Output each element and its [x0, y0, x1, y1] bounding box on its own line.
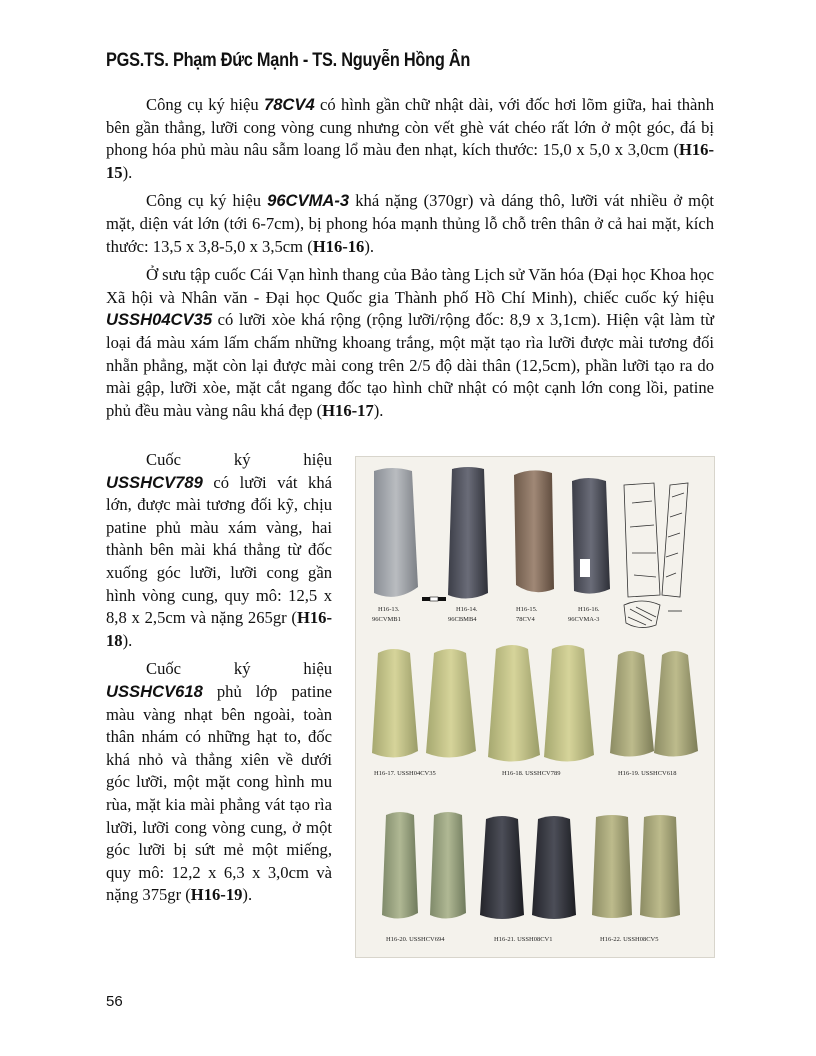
figure-ref: H16-17 — [322, 400, 374, 420]
caption-h16-16-code: 96CVMA-3 — [568, 616, 600, 623]
artifact-code: USSHCV789 — [106, 472, 203, 492]
artifact-code: 78CV4 — [263, 95, 315, 114]
paragraph-usshcv618: Cuốc ký hiệu USSHCV618 phủ lớp patine màu vàng nhạt bên ngoài, toàn thân nhám có những hạt to, đốc khá nhỏ và thẳng xiên về dưới góc lưỡi, một mặt cong hình mu rùa, mặt kia mài phẳng vát tạo rìa lưỡi, lưỡi cong vòng cung, ở một góc lưỡi bị sứt mẻ một miếng, quy mô: 12,2 x 6,3 x 3,0cm và nặng 375gr (H16-19). — [106, 659, 332, 905]
paragraph-96cvma3: Công cụ ký hiệu 96CVMA-3 khá nặng (370gr) và dáng thô, lưỡi vát nhiều ở một mặt, diện vát lớn (tới 6-7cm), bị phong hóa mạnh thủng lỗ chỗ trên thân ở cả hai mặt, kích thước: 13,5 x 3,8-5,0 x 3,5cm (H16-16). — [106, 191, 714, 256]
figure-ref: H16-16 — [312, 236, 365, 256]
main-text — [106, 94, 714, 428]
page-number: 56 — [106, 993, 123, 1010]
paragraph-78cv4: Công cụ ký hiệu 78CV4 có hình gần chữ nhật dài, với đốc hơi lõm giữa, hai thành bên gần thẳng, lưỡi cong vòng cung nhưng còn vết ghè vát chéo rất lớn ở một góc, đá bị phong hóa phủ màu nâu sẫm loang lổ màu đen nhạt, kích thước: 15,0 x 5,0 x 3,0cm (H16-15). — [106, 95, 714, 182]
caption-h16-14-label: H16-14. — [456, 606, 478, 613]
artifact-code: USSHCV618 — [106, 681, 203, 701]
artifact-h16-20-photos — [382, 812, 466, 919]
caption-h16-15-label: H16-15. — [516, 606, 538, 613]
caption-h16-20: H16-20. USSHCV694 — [386, 936, 445, 943]
caption-h16-16-label: H16-16. — [578, 606, 600, 613]
caption-h16-19: H16-19. USSHCV618 — [618, 770, 677, 777]
side-text — [106, 449, 332, 913]
artifact-h16-18-photos — [488, 645, 594, 762]
artifact-h16-16-drawing — [624, 483, 688, 628]
paragraph-usshcv789: Cuốc ký hiệu USSHCV789 có lưỡi vát khá lớn, được mài tương đối kỹ, chịu patine phủ màu xám vàng, hai thành bên mài khá thẳng từ đốc xuống góc lưỡi, lưỡi cong gần hình vòng cung, quy mô: 12,5 x 8,8 x 2,5cm và nặng 265gr (H16-18). — [106, 450, 332, 650]
caption-h16-21: H16-21. USSH08CV1 — [494, 936, 553, 943]
artifact-code: 96CVMA-3 — [267, 191, 350, 211]
caption-h16-17: H16-17. USSH04CV35 — [374, 770, 436, 777]
artifact-h16-17-photos — [372, 649, 476, 758]
artifact-h16-22-photos — [592, 815, 680, 918]
figure-ref: H16-19 — [190, 885, 243, 905]
caption-h16-13-code: 96CVMB1 — [372, 616, 401, 623]
paragraph-ussh04cv35: Ở sưu tập cuốc Cái Vạn hình thang của Bảo tàng Lịch sử Văn hóa (Đại học Khoa học Xã hội và Nhân văn - Đại học Quốc gia Thành phố Hồ Chí Minh), chiếc cuốc ký hiệu USSH04CV35 có lưỡi xòe khá rộng (rộng lưỡi/rộng đốc: 8,9 x 3,1cm). Hiện vật làm từ loại đá màu xám lấm chấm những khoang trắng, một mặt tạo rìa lưỡi được mài tương đối nhẵn phẳng, mặt còn lại được mài cong trên 2/5 độ dài thân (12,5cm), phần lưỡi tạo ra do mài gập, lưỡi xòe, mặt cắt ngang đốc tạo hình chữ nhật có một cạnh lớn cong lồi, patine phủ đều màu vàng nâu khá đẹp (H16-17). — [106, 265, 714, 420]
plate-illustration — [356, 457, 714, 957]
caption-h16-15-code: 78CV4 — [516, 616, 535, 623]
artifact-photo-plate — [355, 456, 715, 958]
artifact-h16-21-photos — [480, 816, 576, 919]
artifact-code: USSH04CV35 — [106, 310, 213, 330]
caption-h16-13-label: H16-13. — [378, 606, 400, 613]
running-header: PGS.TS. Phạm Đức Mạnh - TS. Nguyễn Hồng Ân — [106, 50, 471, 71]
artifact-h16-14-photo — [448, 467, 488, 599]
figure-ref: H16-18 — [106, 608, 332, 650]
caption-h16-18: H16-18. USSHCV789 — [502, 770, 561, 777]
caption-h16-22: H16-22. USSH08CV5 — [600, 936, 659, 943]
caption-h16-14-code: 96CBMB4 — [448, 616, 477, 623]
artifact-h16-13-photo — [374, 468, 418, 597]
artifact-h16-16-photo — [572, 478, 610, 594]
figure-ref: H16-15 — [106, 140, 714, 182]
artifact-h16-15-photo — [514, 470, 554, 592]
artifact-h16-19-photos — [610, 651, 698, 757]
